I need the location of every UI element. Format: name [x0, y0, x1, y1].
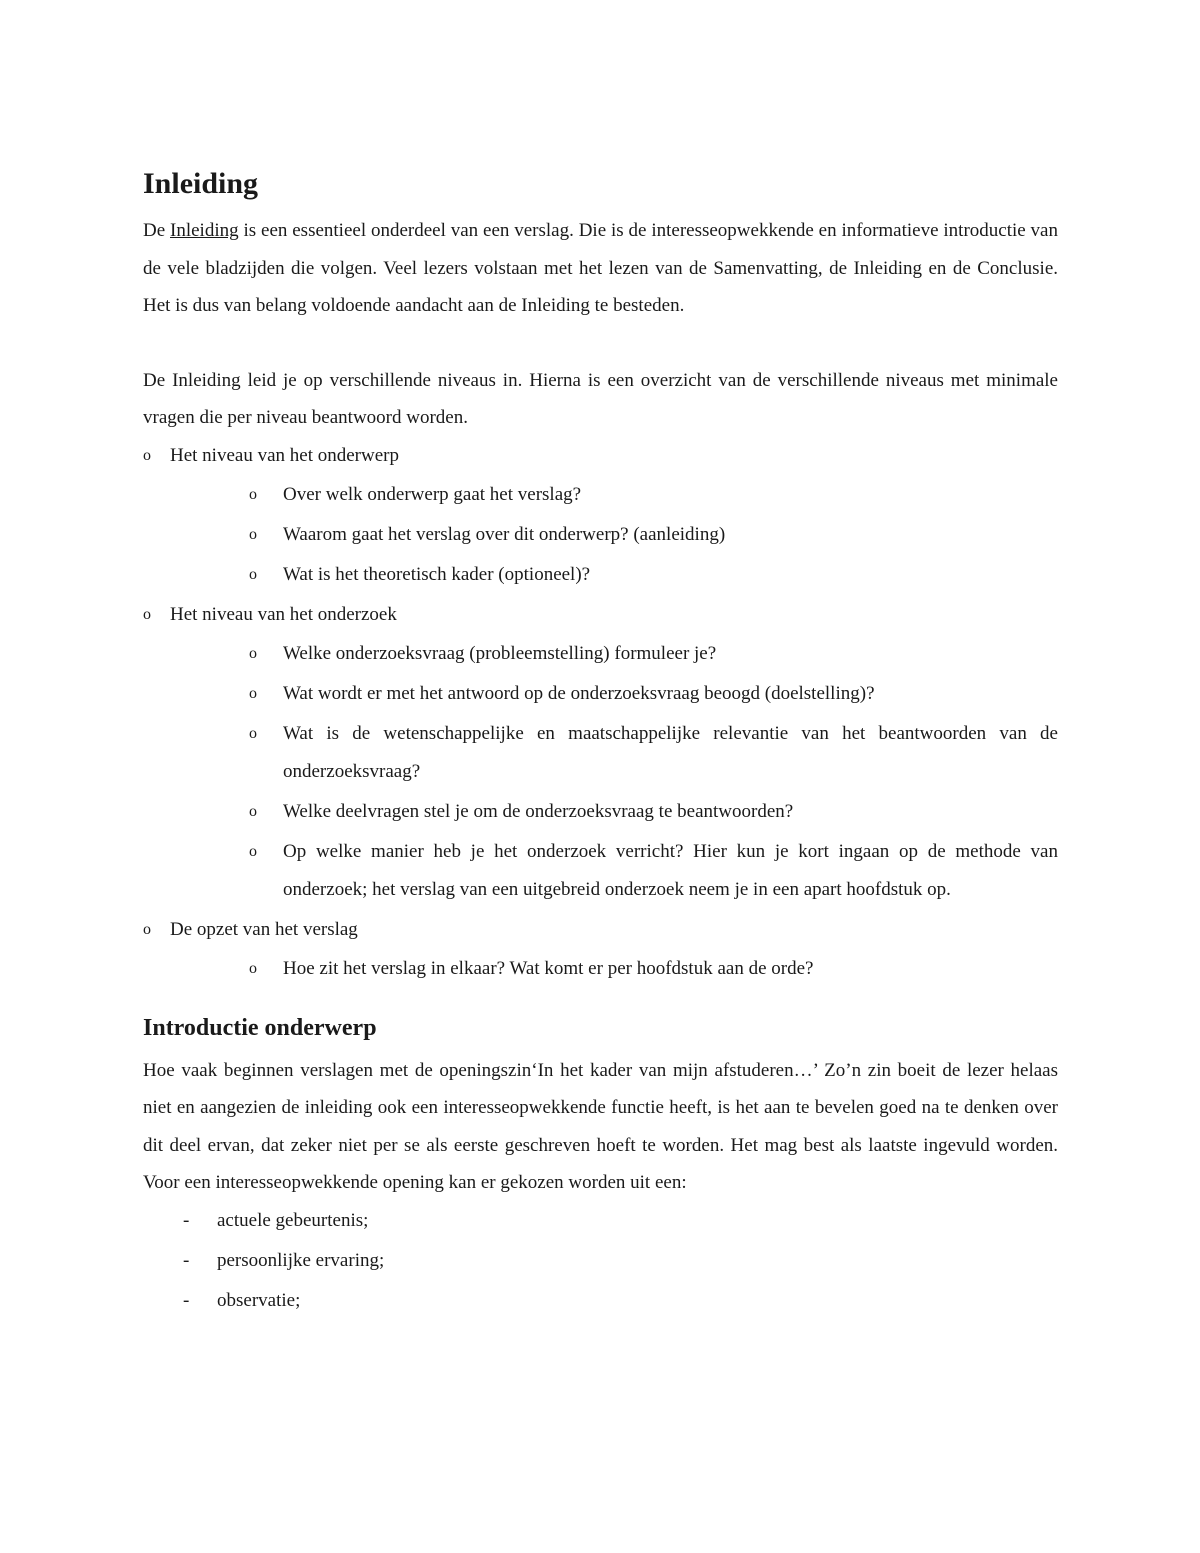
- question-item: [143, 675, 1058, 713]
- question-text: Wat is het theoretisch kader (optioneel)?: [283, 563, 591, 585]
- option-text: actuele gebeurtenis;: [217, 1209, 369, 1231]
- question-item: [143, 556, 1058, 594]
- bullet-o: o: [249, 842, 257, 860]
- level-item: [143, 437, 1058, 594]
- bullet-o: o: [249, 644, 257, 662]
- bullet-o: o: [249, 565, 257, 583]
- bullet-o: o: [249, 525, 257, 543]
- question-text: Waarom gaat het verslag over dit onderwerp? (aanleiding): [283, 523, 726, 545]
- question-list: [170, 476, 1058, 594]
- heading-introductie-onderwerp: Introductie onderwerp: [143, 1014, 377, 1041]
- question-item: [143, 635, 1058, 673]
- bullet-o: o: [249, 485, 257, 503]
- levels-paragraph: De Inleiding leid je op verschillende niveaus in. Hierna is een overzicht van de verschillende niveaus met minimale vragen die per niveau beantwoord worden.: [143, 369, 1058, 428]
- question-text: Op welke manier heb je het onderzoek verricht? Hier kun je kort ingaan op de methode van onderzoek; het verslag van een uitgebreid onderzoek neem je in een apart hoofdstuk op.: [283, 840, 1058, 900]
- option-item: [143, 1282, 1058, 1320]
- option-text: persoonlijke ervaring;: [217, 1249, 385, 1271]
- question-item: [143, 715, 1058, 791]
- question-text: Welke onderzoeksvraag (probleemstelling) formuleer je?: [283, 642, 717, 664]
- heading-inleiding: Inleiding: [143, 167, 259, 200]
- bullet-dash: -: [183, 1249, 190, 1271]
- bullet-o: o: [249, 724, 257, 742]
- document-page: [143, 160, 1058, 1322]
- bullet-o: o: [143, 446, 151, 464]
- intro-post: is een essentieel onderdeel van een verslag. Die is de interesseopwekkende en informatieve introductie van de vele bladzijden die volgen. Veel lezers volstaan met het lezen van de Samenvatting, de Inleiding en de Conclusie. Het is dus van belang voldoende aandacht aan de Inleiding te besteden.: [143, 220, 1058, 316]
- levels-list: [143, 437, 1058, 988]
- options-list: [143, 1202, 1058, 1320]
- question-item: [143, 476, 1058, 514]
- level-label: Het niveau van het onderwerp: [170, 444, 399, 466]
- bullet-dash: -: [183, 1209, 190, 1231]
- bullet-o: o: [249, 684, 257, 702]
- question-text: Welke deelvragen stel je om de onderzoeksvraag te beantwoorden?: [283, 800, 794, 822]
- bullet-o: o: [143, 605, 151, 623]
- question-item: [143, 950, 1058, 988]
- question-text: Wat is de wetenschappelijke en maatschappelijke relevantie van het beantwoorden van de onderzoeksvraag?: [283, 722, 1058, 782]
- question-item: [143, 793, 1058, 831]
- bullet-o: o: [143, 920, 151, 938]
- bullet-o: o: [249, 959, 257, 977]
- level-item: [143, 596, 1058, 909]
- question-list: [170, 950, 1058, 988]
- option-text: observatie;: [217, 1289, 301, 1311]
- bullet-o: o: [249, 802, 257, 820]
- bullet-dash: -: [183, 1289, 190, 1311]
- question-item: [143, 516, 1058, 554]
- option-item: [143, 1202, 1058, 1240]
- question-list: [170, 635, 1058, 909]
- opening-paragraph: Hoe vaak beginnen verslagen met de openingszin‘In het kader van mijn afstuderen…’ Zo’n zin boeit de lezer helaas niet en aangezien de inleiding ook een interesseopwekkende functie heeft, is het aan te bevelen goed na te denken over dit deel ervan, dat zeker niet per se als eerste geschreven hoeft te worden. Het mag best als laatste ingevuld worden. Voor een interesseopwekkende opening kan er gekozen worden uit een:: [143, 1059, 1058, 1193]
- question-text: Wat wordt er met het antwoord op de onderzoeksvraag beoogd (doelstelling)?: [283, 682, 875, 704]
- intro-paragraph: [143, 212, 1058, 325]
- level-label: De opzet van het verslag: [170, 918, 358, 940]
- question-text: Over welk onderwerp gaat het verslag?: [283, 483, 582, 505]
- inleiding-link[interactable]: Inleiding: [170, 220, 239, 241]
- option-item: [143, 1242, 1058, 1280]
- level-label: Het niveau van het onderzoek: [170, 603, 397, 625]
- question-text: Hoe zit het verslag in elkaar? Wat komt er per hoofdstuk aan de orde?: [283, 957, 814, 979]
- question-item: [143, 833, 1058, 909]
- level-item: [143, 911, 1058, 988]
- intro-pre: De: [143, 220, 171, 241]
